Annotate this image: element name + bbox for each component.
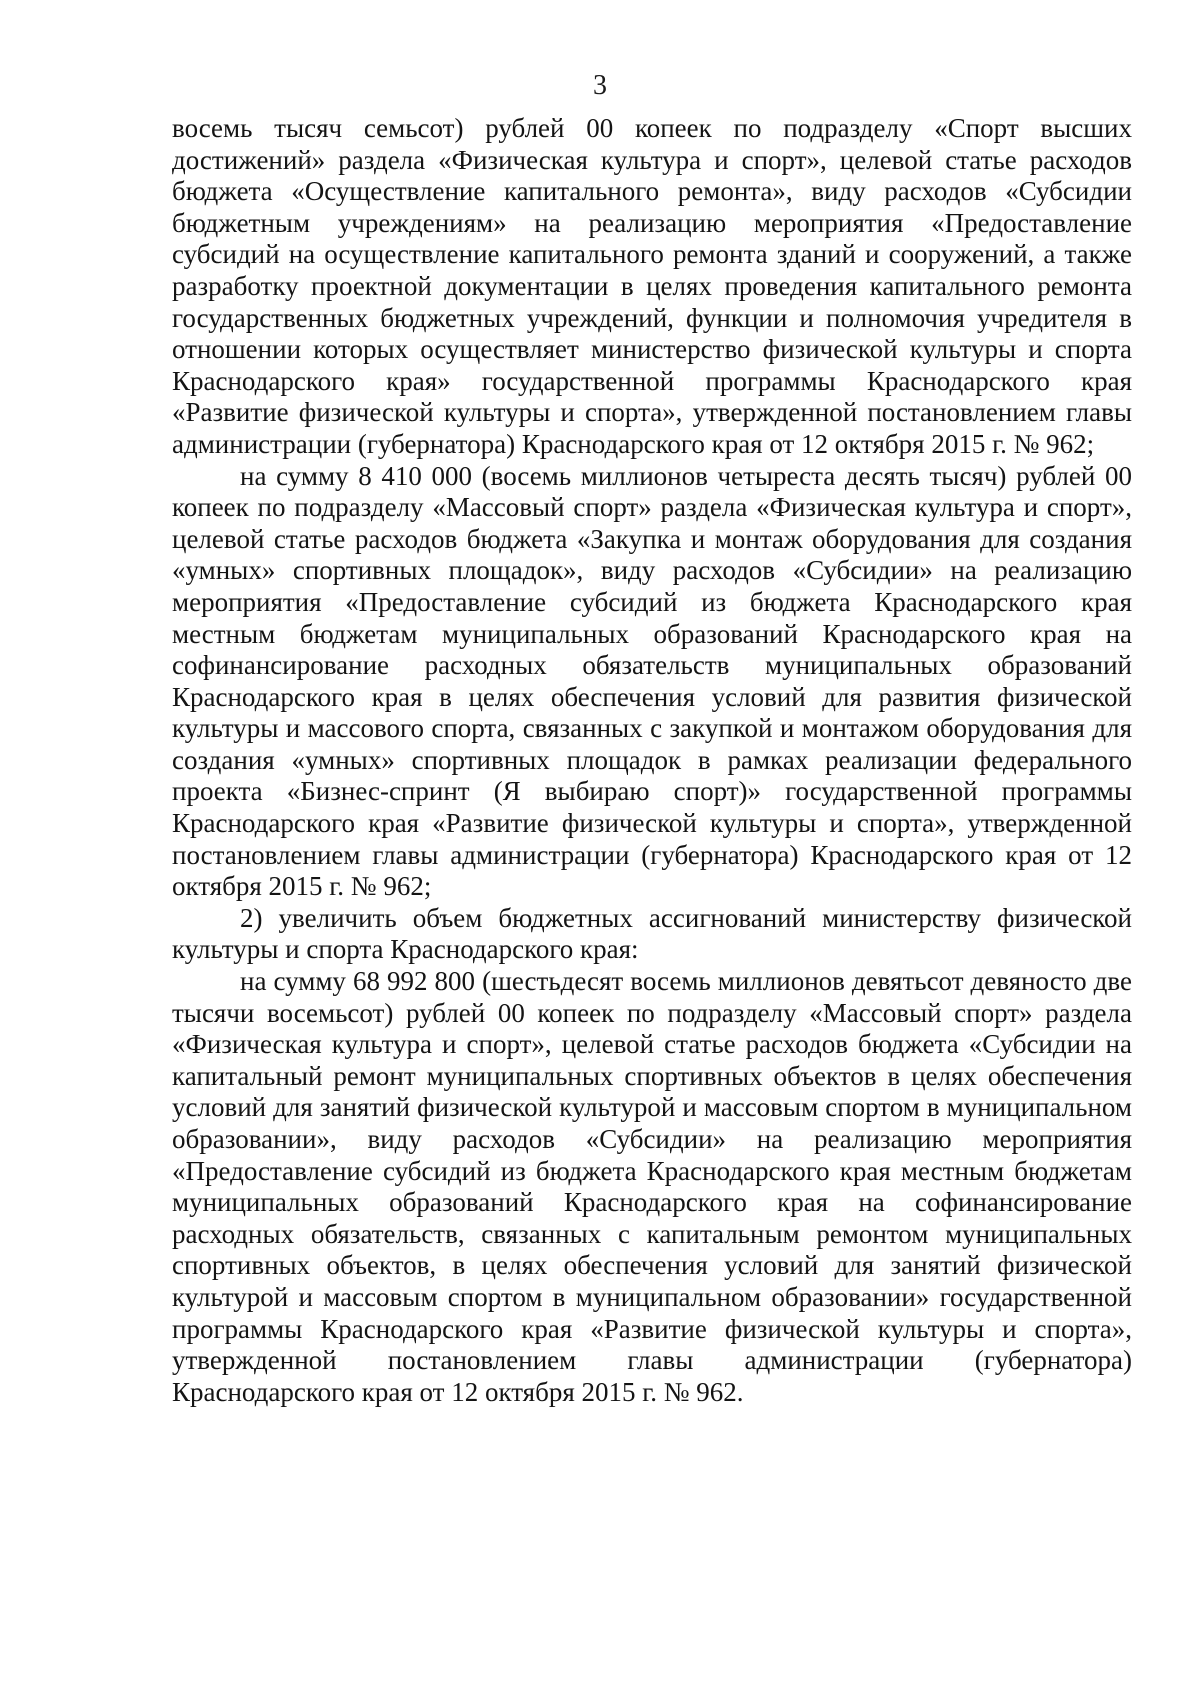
paragraph-smart-sports-grounds: на сумму 8 410 000 (восемь миллионов четыреста десять тысяч) рублей 00 копеек по подразделу «Массовый спорт» раздела «Физическая культура и спорт», целевой статье расходов бюджета «Закупка и монтаж оборудования для создания «умных» спортивных площадок», виду расходов «Субсидии» на реализацию мероприятия «Предоставление субсидий из бюджета Краснодарского края местным бюджетам муниципальных образований Краснодарского края на софинансирование расходных обязательств муниципальных образований Краснодарского края в целях обеспечения условий для развития физической культуры и массового спорта, связанных с закупкой и монтажом оборудования для создания «умных» спортивных площадок в рамках реализации федерального проекта «Бизнес-спринт (Я выбираю спорт)» государственной программы Краснодарского края «Развитие физической культуры и спорта», утвержденной постановлением главы администрации (губернатора) Краснодарского края от 12 октября 2015 г. № 962; <box>172 460 1132 902</box>
paragraph-increase-allocations: 2) увеличить объем бюджетных ассигнований министерству физической культуры и спорта Краснодарского края: <box>172 902 1132 965</box>
body-text <box>172 113 1132 1408</box>
paragraph-continuation: восемь тысяч семьсот) рублей 00 копеек по подразделу «Спорт высших достижений» раздела «Физическая культура и спорт», целевой статье расходов бюджета «Осуществление капитального ремонта», виду расходов «Субсидии бюджетным учреждениям» на реализацию мероприятия «Предоставление субсидий на осуществление капитального ремонта зданий и сооружений, а также разработку проектной документации в целях проведения капитального ремонта государственных бюджетных учреждений, функции и полномочия учредителя в отношении которых осуществляет министерство физической культуры и спорта Краснодарского края» государственной программы Краснодарского края «Развитие физической культуры и спорта», утвержденной постановлением главы администрации (губернатора) Краснодарского края от 12 октября 2015 г. № 962; <box>172 113 1132 459</box>
paragraph-capital-repair-subsidies: на сумму 68 992 800 (шестьдесят восемь миллионов девятьсот девяносто две тысячи восемьсот) рублей 00 копеек по подразделу «Массовый спорт» раздела «Физическая культура и спорт», целевой статье расходов бюджета «Субсидии на капитальный ремонт муниципальных спортивных объектов в целях обеспечения условий для занятий физической культурой и массовым спортом в муниципальном образовании», виду расходов «Субсидии» на реализацию мероприятия «Предоставление субсидий из бюджета Краснодарского края местным бюджетам муниципальных образований Краснодарского края на софинансирование расходных обязательств, связанных с капитальным ремонтом муниципальных спортивных объектов, в целях обеспечения условий для занятий физической культурой и массовым спортом в муниципальном образовании» государственной программы Краснодарского края «Развитие физической культуры и спорта», утвержденной постановлением главы администрации (губернатора) Краснодарского края от 12 октября 2015 г. № 962. <box>172 966 1132 1407</box>
page-number: 3 <box>593 70 607 101</box>
